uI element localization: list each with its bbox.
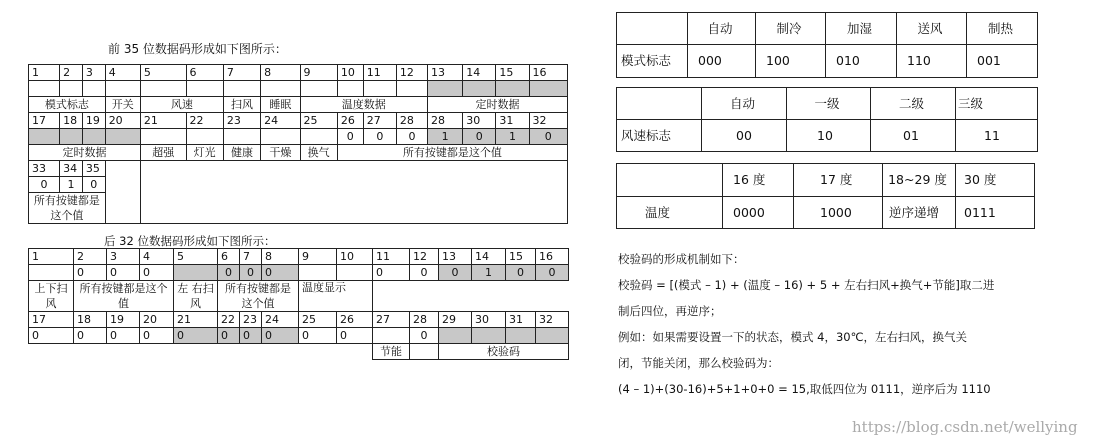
bit-number: 7 bbox=[240, 249, 262, 265]
bit-value: 0 bbox=[174, 328, 218, 344]
table-row bbox=[29, 312, 569, 328]
label-power: 开关 bbox=[105, 97, 140, 113]
bit-number: 27 bbox=[373, 312, 410, 328]
bit-number: 10 bbox=[337, 249, 373, 265]
bit-number: 33 bbox=[29, 161, 60, 177]
bit-number: 26 bbox=[337, 312, 373, 328]
row-label: 模式标志 bbox=[617, 45, 688, 78]
bit-number: 6 bbox=[186, 65, 223, 81]
bit-value: 0 bbox=[506, 265, 536, 281]
label-health: 健康 bbox=[223, 145, 260, 161]
bit-value: 0 bbox=[82, 177, 105, 193]
bit-number: 11 bbox=[373, 249, 410, 265]
bit-value: 0 bbox=[29, 177, 60, 193]
value-cell: 00 bbox=[702, 120, 787, 152]
value-cell: 01 bbox=[871, 120, 956, 152]
bit-number: 14 bbox=[463, 65, 496, 81]
bit-value: 0 bbox=[410, 265, 439, 281]
bit-number: 21 bbox=[140, 113, 186, 129]
label-light: 灯光 bbox=[186, 145, 223, 161]
checksum-title: 校验码的形成机制如下： bbox=[618, 252, 745, 266]
bit-number: 12 bbox=[396, 65, 427, 81]
bit-value: 0 bbox=[396, 129, 427, 145]
table-row bbox=[617, 45, 1038, 78]
table-row bbox=[617, 13, 1038, 45]
table-row bbox=[617, 164, 1035, 197]
label-sleep: 睡眠 bbox=[261, 97, 300, 113]
bit-value: 0 bbox=[107, 265, 140, 281]
bit-number: 2 bbox=[74, 249, 107, 265]
checksum-result: (4 – 1)+(30-16)+5+1+0+0 = 15,取低四位为 0111，逆序后为 1110 bbox=[618, 382, 991, 396]
bit-value: 0 bbox=[74, 265, 107, 281]
bit-number: 15 bbox=[496, 65, 529, 81]
table-row bbox=[617, 120, 1038, 152]
label-fan-speed: 风速 bbox=[140, 97, 223, 113]
value-cell: 0000 bbox=[723, 197, 794, 229]
bit-number: 30 bbox=[472, 312, 506, 328]
bit-number: 24 bbox=[262, 312, 299, 328]
label-timer: 定时数据 bbox=[427, 97, 567, 113]
bit-number: 7 bbox=[223, 65, 260, 81]
bit-value: 0 bbox=[337, 328, 373, 344]
label-vertical-swing: 上下扫风 bbox=[29, 281, 74, 312]
table-row bbox=[29, 129, 568, 145]
bit-number: 29 bbox=[439, 312, 472, 328]
header-cell: 加湿 bbox=[826, 13, 897, 45]
bit-number: 13 bbox=[427, 65, 462, 81]
bit-number: 3 bbox=[107, 249, 140, 265]
bit-value: 0 bbox=[240, 265, 262, 281]
watermark: https://blog.csdn.net/wellying bbox=[852, 418, 1078, 436]
bit-number: 5 bbox=[174, 249, 218, 265]
bit-value: 1 bbox=[496, 129, 529, 145]
bit-value: 0 bbox=[363, 129, 396, 145]
caption-first-35-bits: 前 35 位数据码形成如下图所示： bbox=[108, 42, 287, 56]
bit-value: 0 bbox=[74, 328, 107, 344]
bit-value: 0 bbox=[410, 328, 439, 344]
table-row bbox=[617, 197, 1035, 229]
value-cell: 10 bbox=[787, 120, 871, 152]
header-cell: 二级 bbox=[871, 88, 956, 120]
last-32-bits-table bbox=[28, 248, 569, 360]
bit-number: 1 bbox=[29, 65, 60, 81]
label-fixed-bits: 所有按键都是这个值 bbox=[337, 145, 567, 161]
checksum-example-line1: 例如：如果需要设置一下的状态，模式 4，30℃，左右扫风，换气关 bbox=[618, 330, 968, 344]
bit-number: 22 bbox=[186, 113, 223, 129]
table-row bbox=[29, 97, 568, 113]
bit-value: 0 bbox=[240, 328, 262, 344]
label-turbo: 超强 bbox=[140, 145, 186, 161]
bit-number: 12 bbox=[410, 249, 439, 265]
bit-value: 0 bbox=[536, 265, 569, 281]
label-fixed-bits-2a: 所有按键都是这个值 bbox=[74, 281, 174, 312]
bit-number: 25 bbox=[299, 312, 337, 328]
bit-value: 0 bbox=[218, 328, 240, 344]
bit-number: 13 bbox=[439, 249, 472, 265]
bit-value: 0 bbox=[337, 129, 363, 145]
value-cell: 11 bbox=[956, 120, 1038, 152]
bit-number: 27 bbox=[363, 113, 396, 129]
header-cell: 一级 bbox=[787, 88, 871, 120]
bit-number: 4 bbox=[105, 65, 140, 81]
label-checksum: 校验码 bbox=[439, 344, 569, 360]
table-row bbox=[29, 265, 569, 281]
bit-number: 32 bbox=[529, 113, 567, 129]
bit-number: 9 bbox=[299, 249, 337, 265]
header-cell: 自动 bbox=[688, 13, 756, 45]
bit-value: 0 bbox=[140, 265, 174, 281]
bit-number: 17 bbox=[29, 312, 74, 328]
bit-value: 0 bbox=[463, 129, 496, 145]
bit-number: 17 bbox=[29, 113, 60, 129]
label-fixed-bits-2b: 所有按键都是这个值 bbox=[218, 281, 299, 312]
bit-number: 19 bbox=[82, 113, 105, 129]
label-temperature: 温度数据 bbox=[300, 97, 427, 113]
bit-value: 0 bbox=[262, 265, 299, 281]
value-cell: 逆序递增 bbox=[883, 197, 956, 229]
value-cell: 010 bbox=[826, 45, 897, 78]
header-cell: 制热 bbox=[967, 13, 1038, 45]
label-temperature-display: 温度显示 bbox=[299, 281, 373, 312]
bit-number: 8 bbox=[261, 65, 300, 81]
bit-number: 10 bbox=[337, 65, 363, 81]
first-35-bits-table bbox=[28, 64, 568, 224]
bit-value: 1 bbox=[60, 177, 83, 193]
value-cell: 110 bbox=[897, 45, 967, 78]
value-cell: 001 bbox=[967, 45, 1038, 78]
table-row bbox=[29, 328, 569, 344]
bit-number: 22 bbox=[218, 312, 240, 328]
bit-number: 31 bbox=[496, 113, 529, 129]
table-row bbox=[29, 65, 568, 81]
bit-number: 18 bbox=[74, 312, 107, 328]
header-cell: 18~29 度 bbox=[883, 164, 956, 197]
bit-value: 0 bbox=[140, 328, 174, 344]
value-cell: 000 bbox=[688, 45, 756, 78]
bit-number: 28 bbox=[410, 312, 439, 328]
bit-number: 30 bbox=[463, 113, 496, 129]
value-cell: 1000 bbox=[794, 197, 883, 229]
bit-number: 23 bbox=[223, 113, 260, 129]
header-cell: 自动 bbox=[702, 88, 787, 120]
bit-value: 0 bbox=[29, 328, 74, 344]
label-fixed-bits-c: 所有按键都是这个值 bbox=[29, 193, 106, 224]
bit-number: 25 bbox=[300, 113, 337, 129]
table-row bbox=[29, 281, 569, 312]
bit-number: 18 bbox=[60, 113, 83, 129]
bit-number: 23 bbox=[240, 312, 262, 328]
header-cell: 制冷 bbox=[756, 13, 826, 45]
label-timer-data: 定时数据 bbox=[29, 145, 141, 161]
bit-value: 1 bbox=[427, 129, 462, 145]
header-cell: 17 度 bbox=[794, 164, 883, 197]
row-label: 风速标志 bbox=[617, 120, 702, 152]
bit-number: 15 bbox=[506, 249, 536, 265]
bit-value: 0 bbox=[299, 328, 337, 344]
bit-number: 19 bbox=[107, 312, 140, 328]
header-cell: 16 度 bbox=[723, 164, 794, 197]
header-cell: 三级 bbox=[956, 88, 1038, 120]
bit-value: 0 bbox=[373, 265, 410, 281]
label-dry: 干燥 bbox=[261, 145, 300, 161]
value-cell: 0111 bbox=[956, 197, 1035, 229]
bit-value: 0 bbox=[439, 265, 472, 281]
bit-number: 1 bbox=[29, 249, 74, 265]
temperature-table bbox=[616, 163, 1035, 229]
bit-value: 0 bbox=[218, 265, 240, 281]
bit-number: 35 bbox=[82, 161, 105, 177]
bit-number: 5 bbox=[140, 65, 186, 81]
checksum-formula-cont: 制后四位，再逆序； bbox=[618, 304, 722, 318]
table-row bbox=[29, 344, 569, 360]
label-swing: 扫风 bbox=[223, 97, 260, 113]
table-row bbox=[29, 113, 568, 129]
bit-number: 9 bbox=[300, 65, 337, 81]
bit-number: 6 bbox=[218, 249, 240, 265]
bit-value: 0 bbox=[107, 328, 140, 344]
bit-number: 20 bbox=[140, 312, 174, 328]
fan-speed-flag-table bbox=[616, 87, 1038, 152]
bit-value: 0 bbox=[529, 129, 567, 145]
table-row bbox=[29, 81, 568, 97]
bit-number: 28 bbox=[427, 113, 462, 129]
label-ventilate: 换气 bbox=[300, 145, 337, 161]
checksum-example-line2: 闭，节能关闭，那么校验码为： bbox=[618, 356, 779, 370]
table-row bbox=[29, 161, 568, 177]
table-row bbox=[29, 249, 569, 265]
label-energy-saving: 节能 bbox=[373, 344, 410, 360]
table-row bbox=[29, 145, 568, 161]
table-row bbox=[617, 88, 1038, 120]
bit-number: 14 bbox=[472, 249, 506, 265]
bit-number: 24 bbox=[261, 113, 300, 129]
bit-number: 3 bbox=[82, 65, 105, 81]
header-cell: 送风 bbox=[897, 13, 967, 45]
bit-number: 4 bbox=[140, 249, 174, 265]
header-cell: 30 度 bbox=[956, 164, 1035, 197]
row-label: 温度 bbox=[617, 197, 723, 229]
bit-number: 26 bbox=[337, 113, 363, 129]
bit-number: 16 bbox=[529, 65, 567, 81]
mode-flag-table bbox=[616, 12, 1038, 78]
bit-number: 11 bbox=[363, 65, 396, 81]
bit-number: 32 bbox=[536, 312, 569, 328]
bit-number: 31 bbox=[506, 312, 536, 328]
bit-number: 2 bbox=[60, 65, 83, 81]
bit-number: 28 bbox=[396, 113, 427, 129]
label-mode: 模式标志 bbox=[29, 97, 106, 113]
caption-last-32-bits: 后 32 位数据码形成如下图所示： bbox=[104, 234, 276, 248]
bit-number: 20 bbox=[105, 113, 140, 129]
bit-number: 16 bbox=[536, 249, 569, 265]
bit-value: 0 bbox=[262, 328, 299, 344]
checksum-section bbox=[618, 246, 1088, 402]
bit-value: 1 bbox=[472, 265, 506, 281]
bit-number: 21 bbox=[174, 312, 218, 328]
label-horizontal-swing: 左 右扫风 bbox=[174, 281, 218, 312]
value-cell: 100 bbox=[756, 45, 826, 78]
checksum-formula: 校验码 = [(模式 – 1) + (温度 – 16) + 5 + 左右扫风+换气+节能]取二进 bbox=[618, 278, 995, 292]
bit-number: 34 bbox=[60, 161, 83, 177]
bit-number: 8 bbox=[262, 249, 299, 265]
